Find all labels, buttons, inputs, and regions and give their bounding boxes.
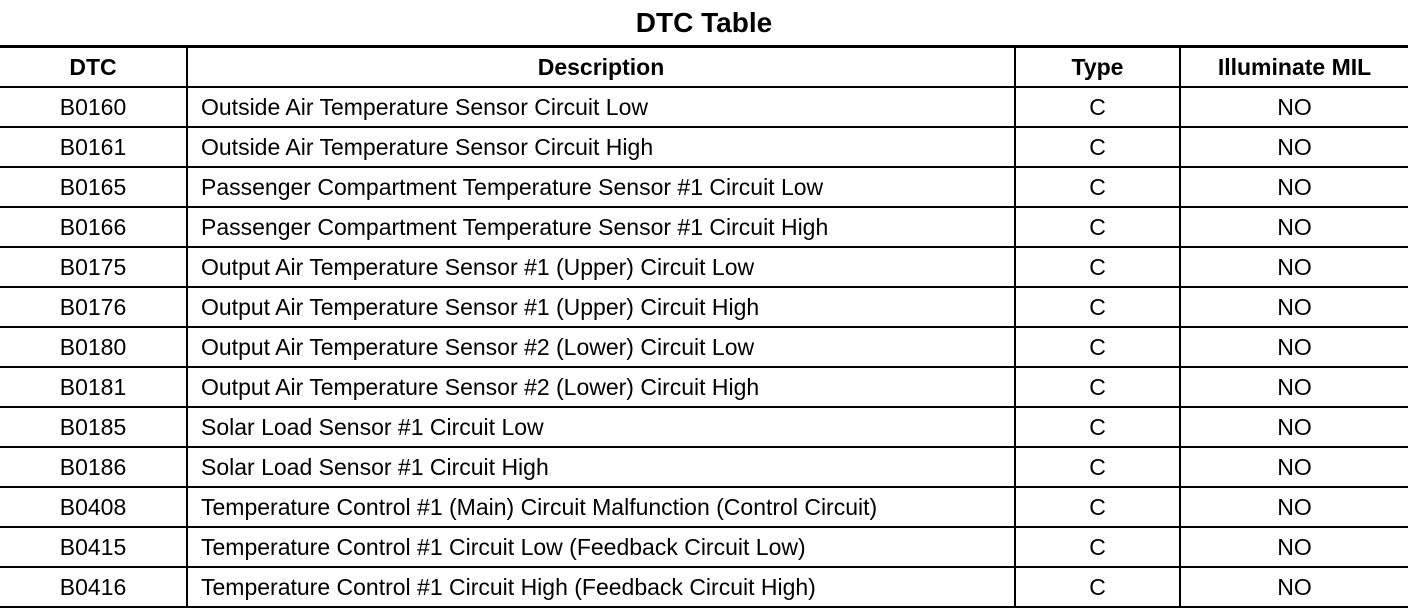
cell-illuminate-mil: NO xyxy=(1180,127,1408,167)
table-row xyxy=(0,87,1408,127)
table-row xyxy=(0,487,1408,527)
table-row xyxy=(0,527,1408,567)
table-row xyxy=(0,287,1408,327)
cell-dtc: B0416 xyxy=(0,567,187,607)
cell-description: Passenger Compartment Temperature Sensor #1 Circuit High xyxy=(187,207,1015,247)
cell-type: C xyxy=(1015,327,1180,367)
cell-dtc: B0176 xyxy=(0,287,187,327)
cell-type: C xyxy=(1015,567,1180,607)
cell-type: C xyxy=(1015,367,1180,407)
cell-type: C xyxy=(1015,127,1180,167)
cell-illuminate-mil: NO xyxy=(1180,167,1408,207)
cell-dtc: B0186 xyxy=(0,447,187,487)
cell-illuminate-mil: NO xyxy=(1180,407,1408,447)
column-header-illuminate-mil: Illuminate MIL xyxy=(1180,47,1408,88)
cell-illuminate-mil: NO xyxy=(1180,567,1408,607)
header-row xyxy=(0,47,1408,88)
table-row xyxy=(0,567,1408,607)
cell-description: Temperature Control #1 (Main) Circuit Malfunction (Control Circuit) xyxy=(187,487,1015,527)
table-title: DTC Table xyxy=(635,7,773,38)
column-header-description: Description xyxy=(187,47,1015,88)
cell-description: Output Air Temperature Sensor #2 (Lower) Circuit Low xyxy=(187,327,1015,367)
cell-description: Output Air Temperature Sensor #2 (Lower) Circuit High xyxy=(187,367,1015,407)
cell-illuminate-mil: NO xyxy=(1180,487,1408,527)
cell-type: C xyxy=(1015,447,1180,487)
cell-description: Solar Load Sensor #1 Circuit High xyxy=(187,447,1015,487)
cell-dtc: B0166 xyxy=(0,207,187,247)
cell-illuminate-mil: NO xyxy=(1180,527,1408,567)
cell-dtc: B0415 xyxy=(0,527,187,567)
table-row xyxy=(0,127,1408,167)
cell-illuminate-mil: NO xyxy=(1180,367,1408,407)
cell-dtc: B0161 xyxy=(0,127,187,167)
cell-dtc: B0180 xyxy=(0,327,187,367)
cell-dtc: B0175 xyxy=(0,247,187,287)
cell-illuminate-mil: NO xyxy=(1180,287,1408,327)
cell-description: Passenger Compartment Temperature Sensor #1 Circuit Low xyxy=(187,167,1015,207)
cell-description: Temperature Control #1 Circuit High (Feedback Circuit High) xyxy=(187,567,1015,607)
cell-dtc: B0408 xyxy=(0,487,187,527)
cell-description: Output Air Temperature Sensor #1 (Upper) Circuit High xyxy=(187,287,1015,327)
cell-type: C xyxy=(1015,527,1180,567)
cell-dtc: B0185 xyxy=(0,407,187,447)
table-row xyxy=(0,207,1408,247)
cell-illuminate-mil: NO xyxy=(1180,87,1408,127)
cell-dtc: B0165 xyxy=(0,167,187,207)
column-header-dtc: DTC xyxy=(0,47,187,88)
cell-description: Outside Air Temperature Sensor Circuit Low xyxy=(187,87,1015,127)
table-row xyxy=(0,367,1408,407)
cell-description: Outside Air Temperature Sensor Circuit High xyxy=(187,127,1015,167)
table-row xyxy=(0,327,1408,367)
cell-illuminate-mil: NO xyxy=(1180,247,1408,287)
cell-description: Temperature Control #1 Circuit Low (Feedback Circuit Low) xyxy=(187,527,1015,567)
table-row xyxy=(0,407,1408,447)
cell-type: C xyxy=(1015,287,1180,327)
cell-description: Solar Load Sensor #1 Circuit Low xyxy=(187,407,1015,447)
cell-illuminate-mil: NO xyxy=(1180,447,1408,487)
cell-description: Output Air Temperature Sensor #1 (Upper) Circuit Low xyxy=(187,247,1015,287)
table-row xyxy=(0,447,1408,487)
cell-type: C xyxy=(1015,207,1180,247)
cell-illuminate-mil: NO xyxy=(1180,207,1408,247)
cell-type: C xyxy=(1015,487,1180,527)
dtc-table xyxy=(0,45,1408,608)
cell-type: C xyxy=(1015,87,1180,127)
cell-type: C xyxy=(1015,167,1180,207)
table-row xyxy=(0,247,1408,287)
column-header-type: Type xyxy=(1015,47,1180,88)
cell-type: C xyxy=(1015,247,1180,287)
cell-illuminate-mil: NO xyxy=(1180,327,1408,367)
cell-dtc: B0181 xyxy=(0,367,187,407)
cell-dtc: B0160 xyxy=(0,87,187,127)
table-row xyxy=(0,167,1408,207)
cell-type: C xyxy=(1015,407,1180,447)
